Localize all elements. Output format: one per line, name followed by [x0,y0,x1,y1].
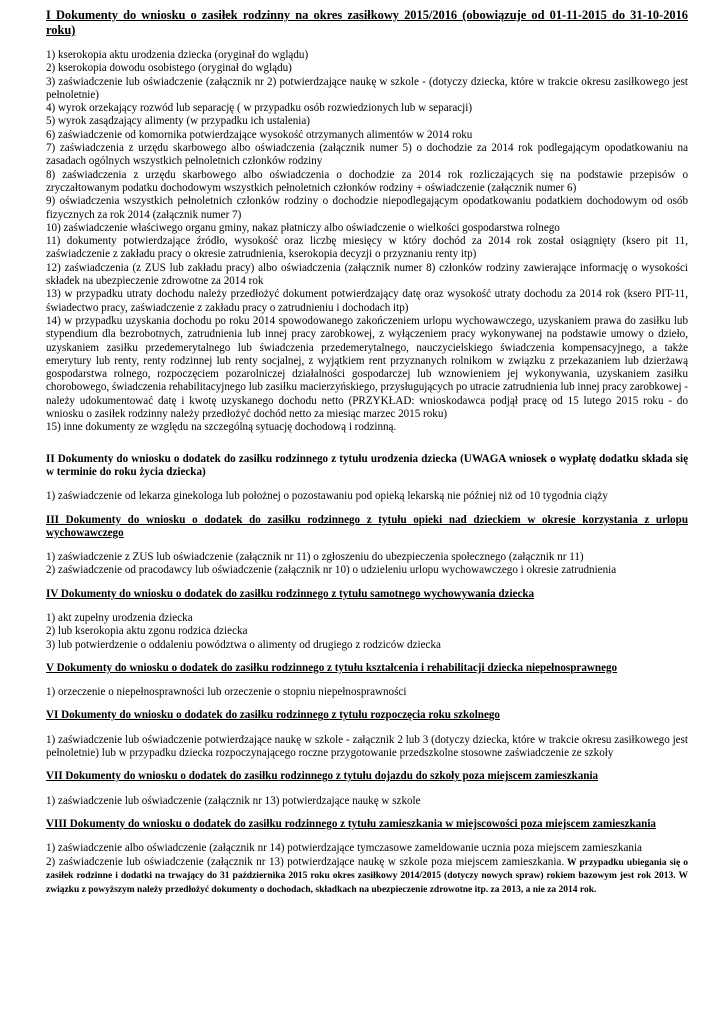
list-item: 7) zaświadczenia z urzędu skarbowego albo oświadczenia (załącznik numer 5) o dochodzie za 2014 rok podlegającym opodatkowaniu na zasadach ogólnych wszystkich pełnoletnich członków rodziny [46,142,688,168]
list-item: 12) zaświadczenia (z ZUS lub zakładu pracy) albo oświadczenia (załącznik numer 8) członków rodziny zawierające informację o wysokości składek na ubezpieczenie zdrowotne za 2014 rok [46,261,688,288]
list-item: 10) zaświadczenie właściwego organu gminy, nakaz płatniczy albo oświadczenie o wielkości gospodarstwa rolnego [46,221,560,234]
list-item: 1) zaświadczenie albo oświadczenie (załącznik nr 14) potwierdzające tymczasowe zameldowanie ucznia poza miejscem zamieszkania [46,842,642,855]
list-item: 1) kserokopia aktu urodzenia dziecka (oryginał do wglądu) [46,49,309,61]
footnote: W przypadku ubiegania się o zasiłek rodzinne i dodatki na trwający do 31 października 2015 roku okres zasiłkowy 2014/2015 (dotyczy nowych spraw) rokiem bazowym jest rok 2013. W związku z powyższym należy przedłożyć dokumenty o dochodach, składkach na ubezpieczenie zdrowotne itp. za 2013, a nie za 2014 rok. [46,857,688,895]
list-item: 15) inne dokumenty ze względu na szczególną sytuację dochodową i rodzinną. [46,421,397,434]
section-7 [46,770,688,808]
section-3 [46,514,688,578]
list-item: 2) kserokopia dowodu osobistego (oryginał do wglądu) [46,62,292,75]
section-7-list [46,795,688,808]
section-6-title: VI Dokumenty do wniosku o dodatek do zasiłku rodzinnego z tytułu rozpoczęcia roku szkolnego [46,709,500,722]
list-item: 9) oświadczenia wszystkich pełnoletnich członków rodziny o dochodzie niepodlegającym opodatkowaniu podatkiem dochodowym od osób fizycznych za rok 2014 (załącznik numer 7) [46,195,688,221]
list-item-with-note [46,856,688,897]
section-8-list [46,842,688,896]
list-item: 1) akt zupełny urodzenia dziecka [46,611,193,624]
section-5-title: V Dokumenty do wniosku o dodatek do zasiłku rodzinnego z tytułu kształcenia i rehabilitacji dziecka niepełnosprawnego [46,661,618,674]
section-8-title: VIII Dokumenty do wniosku o dodatek do zasiłku rodzinnego z tytułu zamieszkania w miejscowości poza miejscem zamieszkania [46,817,656,830]
section-4-list [46,612,688,652]
list-item: 11) dokumenty potwierdzające źródło, wysokość oraz liczbę miesięcy w który dochód za 2014 rok został osiągnięty (ksero pit 11, zaświadczenie z zakładu pracy o okresie zatrudnienia, kserokopia decyzji o przyznaniu renty itp) [46,235,688,261]
list-item: 2) zaświadczenie od pracodawcy lub oświadczenie (załącznik nr 10) o udzieleniu urlopu wychowawczego i okresie zatrudnienia [46,564,617,577]
list-item: 1) zaświadczenie lub oświadczenie (załącznik nr 13) potwierdzające naukę w szkole [46,794,421,807]
list-item: 4) wyrok orzekający rozwód lub separację ( w przypadku osób rozwiedzionych lub w separacji) [46,102,473,115]
section-6 [46,709,688,760]
list-item: 1) zaświadczenie od lekarza ginekologa lub położnej o pozostawaniu pod opieką lekarską nie później niż od 10 tygodnia ciąży [46,490,608,503]
list-item: 1) zaświadczenie z ZUS lub oświadczenie (załącznik nr 11) o zgłoszeniu do ubezpieczenia społecznego (załącznik nr 11) [46,551,584,564]
section-6-list [46,734,688,761]
list-item: 3) zaświadczenie lub oświadczenie (załącznik nr 2) potwierdzające naukę w szkole - (dotyczy dziecka, które w trakcie okresu zasiłkowego jest pełnoletnie) [46,75,688,101]
section-4-title: IV Dokumenty do wniosku o dodatek do zasiłku rodzinnego z tytułu samotnego wychowywania dziecka [46,587,535,600]
list-item: 5) wyrok zasądzający alimenty (w przypadku ich ustalenia) [46,115,310,128]
section-5 [46,662,688,700]
list-item: 13) w przypadku utraty dochodu należy przedłożyć dokument potwierdzający datę oraz wysokość utraty dochodu za 2014 rok (ksero PIT-11, świadectwo pracy, zaświadczenie z zakładu pracy o zatrudnieniu i dochodach itp) [46,288,688,314]
list-item: 1) orzeczenie o niepełnosprawności lub orzeczenie o stopniu niepełnosprawności [46,686,407,699]
section-2-title: II Dokumenty do wniosku o dodatek do zasiłku rodzinnego z tytułu urodzenia dziecka (UWAGA wniosek o wypłatę dodatku składa się w terminie do roku życia dziecka) [46,452,688,478]
section-2-list [46,490,688,503]
list-item-text: 2) zaświadczenie lub oświadczenie (załącznik nr 13) potwierdzające naukę w szkole poza miejscem zamieszkania. [46,855,565,868]
list-item: 6) zaświadczenie od komornika potwierdzające wysokość otrzymanych alimentów w 2014 roku [46,128,473,141]
section-8 [46,818,688,896]
section-3-list [46,551,688,578]
section-1 [46,8,688,435]
list-item: 14) w przypadku uzyskania dochodu po roku 2014 spowodowanego zakończeniem urlopu wychowawczego, uzyskaniem prawa do zasiłku lub stypendium dla bezrobotnych, zatrudnienia lub innej pracy zarobkowej, z wyłączeniem pracy wykonywanej na podstawie umowy o dzieło, uzyskaniem zasiłku przedemerytalnego lub świadczenia przedemerytalnego, nauczycielskiego świadczenia kompensacyjnego, a także emerytury lub renty, renty rodzinnej lub renty socjalnej, z wyjątkiem rent przyznanych rolnikom w związku z przekazaniem lub dzierżawą gospodarstwa rolnego, rozpoczęciem pozarolniczej działalności gospodarczej lub wznowieniem jej wykonywania, uzyskaniem zasiłku chorobowego, świadczenia rehabilitacyjnego lub zasiłku macierzyńskiego, przysługujących po utracie zatrudnienia lub innej pracy zarobkowej - należy udokumentować datę i kwotę uzyskanego dochodu netto (PRZYKŁAD: wnioskodawca podjął pracę od 15 lutego 2015 roku - do wniosku o zasiłek rodzinny należy przedłożyć dochód netto za miesiąc marzec 2015 roku) [46,314,688,421]
section-7-title: VII Dokumenty do wniosku o dodatek do zasiłku rodzinnego z tytułu dojazdu do szkoły poza miejscem zamieszkania [46,770,599,783]
section-2 [46,453,688,504]
list-item: 1) zaświadczenie lub oświadczenie potwierdzające naukę w szkole - załącznik 2 lub 3 (dotyczy dziecka, które w trakcie okresu zasiłkowego jest pełnoletnie) lub w przypadku dziecka rozpoczynającego roczne przygotowanie przedszkolne stosowne zaświadczenie ze szkoły [46,733,688,760]
section-4 [46,588,688,652]
list-item: 2) lub kserokopia aktu zgonu rodzica dziecka [46,625,248,638]
section-1-list [46,49,688,435]
list-item: 3) lub potwierdzenie o oddaleniu powództwa o alimenty od drugiego z rodziców dziecka [46,638,441,651]
list-item: 8) zaświadczenia z urzędu skarbowego albo oświadczenia o dochodzie za 2014 rok rozliczających się na podstawie przepisów o zryczałtowanym podatku dochodowym wszystkich pełnoletnich członków rodziny + oświadczenie (załącznik numer 6) [46,168,688,194]
section-1-title: I Dokumenty do wniosku o zasiłek rodzinny na okres zasiłkowy 2015/2016 (obowiązuje od 01-11-2015 do 31-10-2016 roku) [46,8,688,37]
section-3-title: III Dokumenty do wniosku o dodatek do zasiłku rodzinnego z tytułu opieki nad dzieckiem w okresie korzystania z urlopu wychowawczego [46,513,688,539]
section-5-list [46,686,688,699]
